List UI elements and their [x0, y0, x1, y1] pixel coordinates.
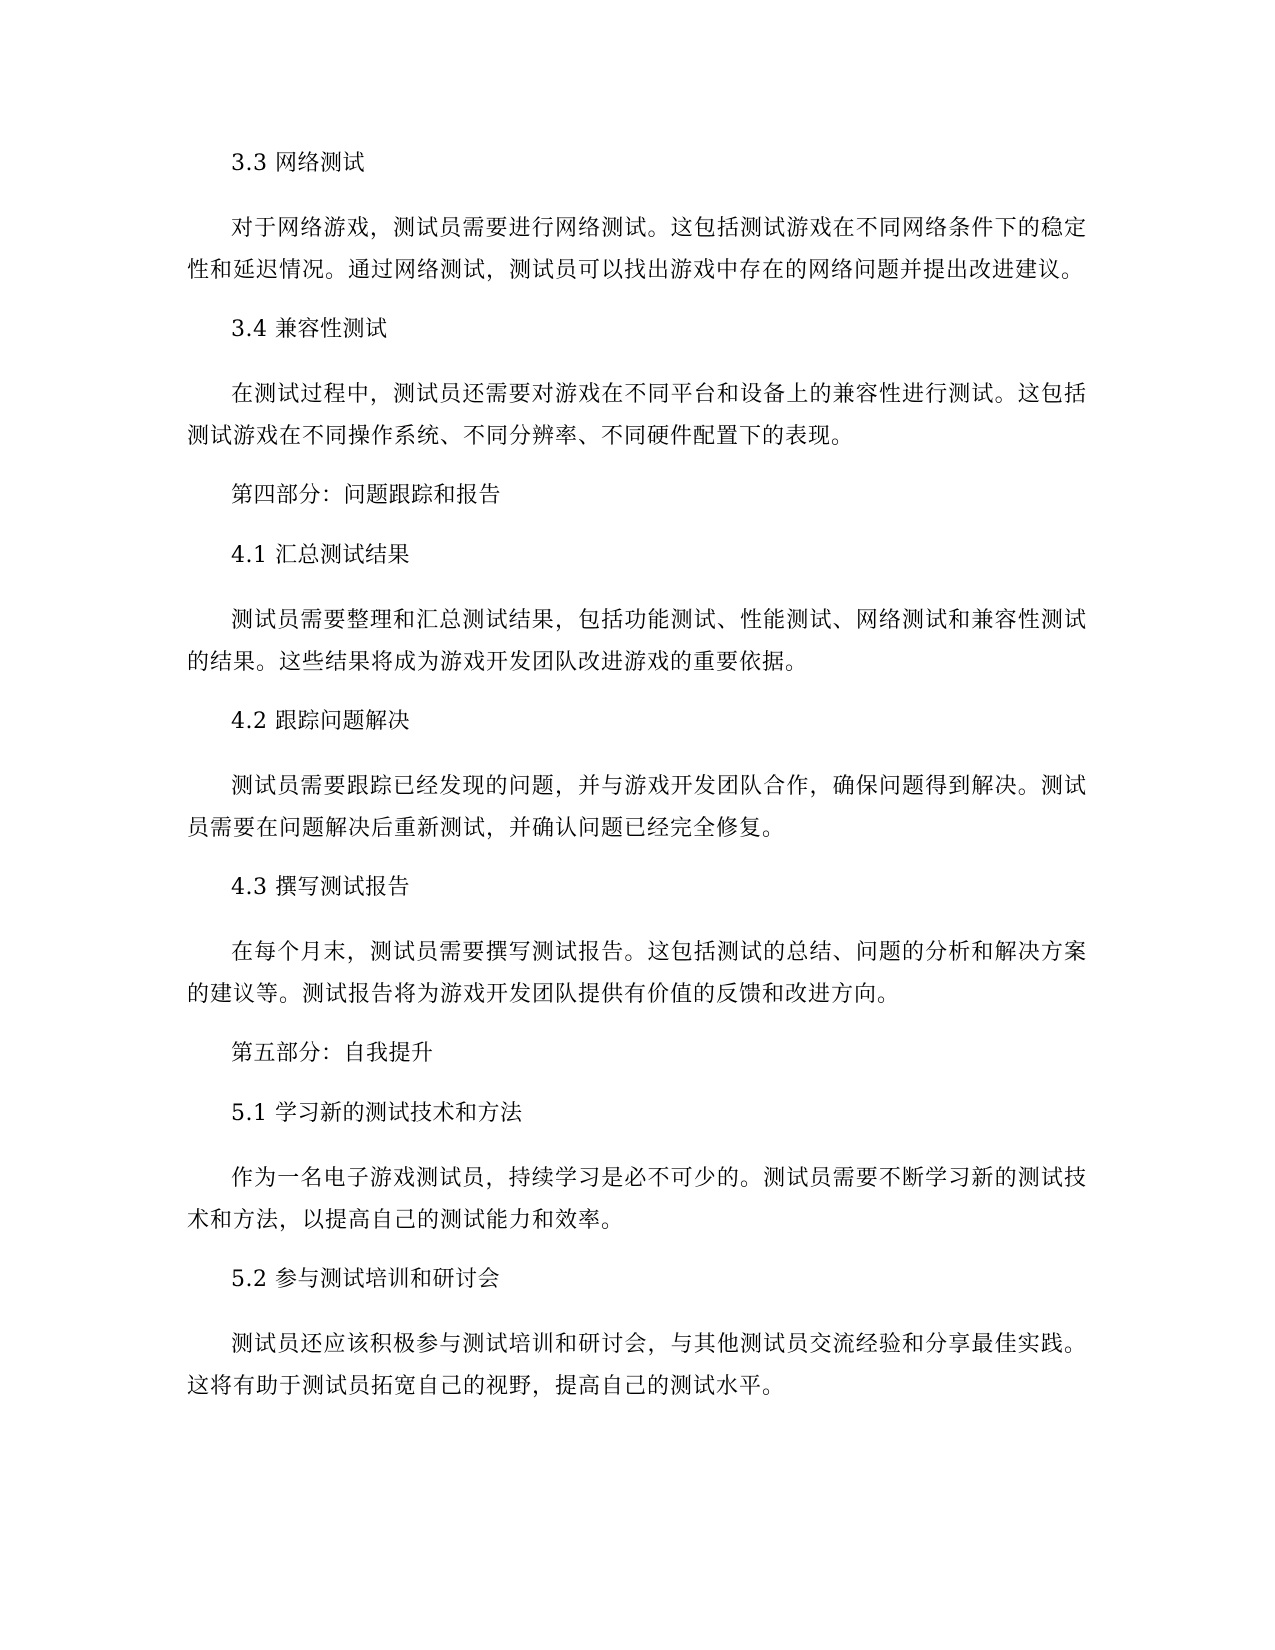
part-heading-5: 第五部分：自我提升	[231, 1041, 434, 1066]
section-heading-5-1: 5.1 学习新的测试技术和方法	[231, 1101, 523, 1126]
paragraph-write-report: 在每个月末，测试员需要撰写测试报告。这包括测试的总结、问题的分析和解决方案的建议等。测试报告将为游戏开发团队提供有价值的反馈和改进方向。	[187, 940, 1087, 1007]
section-heading-3-4: 3.4 兼容性测试	[231, 317, 388, 342]
section-heading-4-1: 4.1 汇总测试结果	[231, 543, 410, 568]
paragraph-training-seminars: 测试员还应该积极参与测试培训和研讨会，与其他测试员交流经验和分享最佳实践。这将有助于测试员拓宽自己的视野，提高自己的测试水平。	[187, 1332, 1087, 1399]
section-heading-4-3: 4.3 撰写测试报告	[231, 875, 410, 900]
paragraph-track-issues: 测试员需要跟踪已经发现的问题，并与游戏开发团队合作，确保问题得到解决。测试员需要在问题解决后重新测试，并确认问题已经完全修复。	[187, 774, 1087, 841]
part-heading-4: 第四部分：问题跟踪和报告	[231, 483, 502, 508]
paragraph-network-testing: 对于网络游戏，测试员需要进行网络测试。这包括测试游戏在不同网络条件下的稳定性和延迟情况。通过网络测试，测试员可以找出游戏中存在的网络问题并提出改进建议。	[187, 216, 1087, 283]
paragraph-compatibility-testing: 在测试过程中，测试员还需要对游戏在不同平台和设备上的兼容性进行测试。这包括测试游戏在不同操作系统、不同分辨率、不同硬件配置下的表现。	[187, 382, 1087, 449]
section-heading-5-2: 5.2 参与测试培训和研讨会	[231, 1267, 500, 1292]
paragraph-summarize-results: 测试员需要整理和汇总测试结果，包括功能测试、性能测试、网络测试和兼容性测试的结果。这些结果将成为游戏开发团队改进游戏的重要依据。	[187, 608, 1087, 675]
document-body	[187, 148, 1087, 1430]
paragraph-learn-new-techniques: 作为一名电子游戏测试员，持续学习是必不可少的。测试员需要不断学习新的测试技术和方法，以提高自己的测试能力和效率。	[187, 1166, 1087, 1233]
section-heading-4-2: 4.2 跟踪问题解决	[231, 709, 410, 734]
section-heading-3-3: 3.3 网络测试	[231, 151, 365, 176]
